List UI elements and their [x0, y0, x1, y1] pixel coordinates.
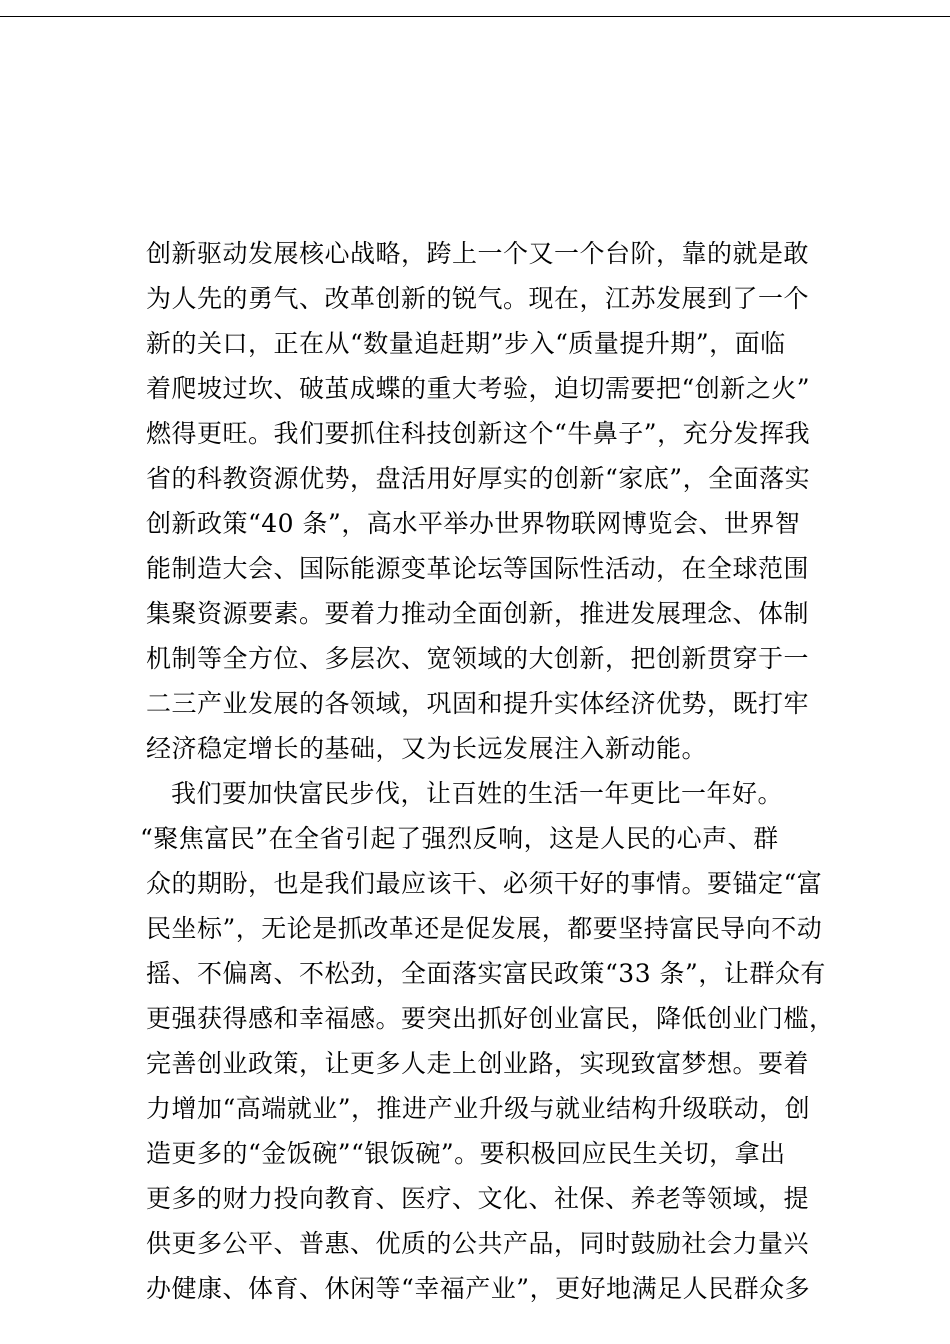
- text-line: 更多的财力投向教育、医疗、文化、社保、养老等领域，提: [146, 1184, 810, 1213]
- text-line: 为人先的勇气、改革创新的锐气。现在，江苏发展到了一个: [146, 284, 810, 313]
- text-line: 创新驱动发展核心战略，跨上一个又一个台阶，靠的就是敢: [146, 239, 810, 268]
- text-line: 我们要加快富民步伐，让百姓的生活一年更比一年好。: [171, 779, 784, 808]
- text-line: 办健康、体育、休闲等“幸福产业”，更好地满足人民群众多: [146, 1274, 811, 1303]
- text-line: 经济稳定增长的基础，又为长远发展注入新动能。: [146, 734, 708, 763]
- text-line: 机制等全方位、多层次、宽领域的大创新，把创新贯穿于一: [146, 644, 810, 673]
- text-line: 摇、不偏离、不松劲，全面落实富民政策“33 条”，让群众有: [146, 959, 826, 988]
- text-line: 众的期盼，也是我们最应该干、必须干好的事情。要锚定“富: [146, 869, 823, 898]
- text-line: 完善创业政策，让更多人走上创业路，实现致富梦想。要着: [146, 1049, 810, 1078]
- text-line: 新的关口，正在从“数量追赶期”步入“质量提升期”，面临: [146, 329, 786, 358]
- text-line: 燃得更旺。我们要抓住科技创新这个“牛鼻子”，充分发挥我: [146, 419, 811, 448]
- text-line: 更强获得感和幸福感。要突出抓好创业富民，降低创业门槛，: [146, 1004, 835, 1033]
- header-rule: [0, 16, 950, 17]
- text-line: 着爬坡过坎、破茧成蝶的重大考验，迫切需要把“创新之火”: [146, 374, 811, 403]
- text-line: 能制造大会、国际能源变革论坛等国际性活动，在全球范围: [146, 554, 810, 583]
- text-line: “聚焦富民”在全省引起了强烈反响，这是人民的心声、群: [140, 824, 779, 853]
- text-line: 省的科教资源优势，盘活用好厚实的创新“家底”，全面落实: [146, 464, 811, 493]
- text-line: 造更多的“金饭碗”“银饭碗”。要积极回应民生关切，拿出: [146, 1139, 786, 1168]
- text-line: 供更多公平、普惠、优质的公共产品，同时鼓励社会力量兴: [146, 1229, 810, 1258]
- text-line: 二三产业发展的各领域，巩固和提升实体经济优势，既打牢: [146, 689, 810, 718]
- text-line: 集聚资源要素。要着力推动全面创新，推进发展理念、体制: [146, 599, 810, 628]
- text-line: 民坐标”，无论是抓改革还是促发展，都要坚持富民导向不动: [146, 914, 823, 943]
- text-line: 创新政策“40 条”，高水平举办世界物联网博览会、世界智: [146, 509, 801, 538]
- text-line: 力增加“高端就业”，推进产业升级与就业结构升级联动，创: [146, 1094, 811, 1123]
